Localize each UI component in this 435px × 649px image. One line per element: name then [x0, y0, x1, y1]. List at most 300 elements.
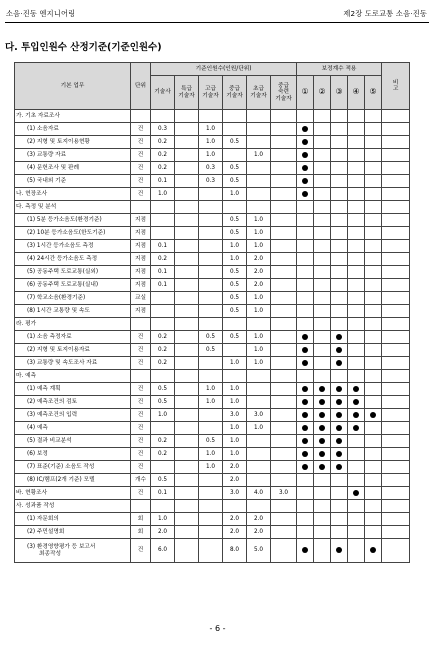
- personnel-value: 0.5: [223, 162, 247, 175]
- ratio-cell: [348, 123, 365, 136]
- empty-cell: [223, 500, 247, 513]
- personnel-value: 1.0: [199, 461, 223, 474]
- applied-dot-icon: [319, 438, 325, 444]
- personnel-value: [247, 461, 271, 474]
- ratio-cell: [314, 305, 331, 318]
- empty-cell: [314, 318, 331, 331]
- item-label: [15, 513, 131, 526]
- empty-cell: [151, 500, 175, 513]
- table-row: [15, 500, 410, 513]
- applied-dot-icon: [336, 425, 342, 431]
- ratio-cell: [297, 266, 314, 279]
- personnel-value: 6.0: [151, 539, 175, 563]
- ratio-cell: [348, 487, 365, 500]
- table-row: [15, 539, 410, 563]
- item-label-text: (2) 지형 및 토지이용자료: [27, 346, 90, 353]
- personnel-value: 2.0: [223, 513, 247, 526]
- item-label: [15, 383, 131, 396]
- ratio-cell: [331, 292, 348, 305]
- ratio-cell: [365, 435, 382, 448]
- item-label: [15, 435, 131, 448]
- ratio-cell: [348, 227, 365, 240]
- table-row: [15, 370, 410, 383]
- unit-cell: 건: [131, 487, 151, 500]
- ratio-cell: [331, 175, 348, 188]
- empty-cell: [382, 110, 410, 123]
- empty-cell: [348, 500, 365, 513]
- table-row: [15, 474, 410, 487]
- table-row: [15, 357, 410, 370]
- personnel-value: [175, 526, 199, 539]
- remark-cell: [382, 448, 410, 461]
- item-label-text: (1) 소음 측정자료: [27, 333, 72, 340]
- applied-dot-icon: [353, 386, 359, 392]
- ratio-cell: [348, 448, 365, 461]
- remark-cell: [382, 214, 410, 227]
- empty-cell: [131, 110, 151, 123]
- unit-cell: 지점: [131, 279, 151, 292]
- ratio-cell: [314, 526, 331, 539]
- ratio-cell: [365, 474, 382, 487]
- ratio-cell: [365, 357, 382, 370]
- ratio-cell: [348, 240, 365, 253]
- item-label: [15, 162, 131, 175]
- table-row: [15, 396, 410, 409]
- ratio-cell: [365, 461, 382, 474]
- table-row: [15, 331, 410, 344]
- empty-cell: [175, 318, 199, 331]
- ratio-cell: [297, 162, 314, 175]
- remark-cell: [382, 396, 410, 409]
- personnel-value: 0.5: [223, 175, 247, 188]
- ratio-cell: [331, 162, 348, 175]
- category-label: [15, 201, 131, 214]
- empty-cell: [199, 318, 223, 331]
- item-label-text: (4) 예측: [27, 424, 48, 431]
- remark-cell: [382, 188, 410, 201]
- ratio-cell: [314, 461, 331, 474]
- personnel-value: 0.1: [151, 487, 175, 500]
- table-row: [15, 110, 410, 123]
- item-label-text: 사. 성과품 작성: [16, 502, 55, 509]
- applied-dot-icon: [353, 425, 359, 431]
- ratio-cell: [365, 305, 382, 318]
- ratio-cell: [297, 292, 314, 305]
- personnel-value: 2.0: [247, 279, 271, 292]
- remark-cell: [382, 487, 410, 500]
- item-label-text: (3) 환경영향평가 등 보고서: [27, 544, 96, 551]
- personnel-value: 1.0: [199, 396, 223, 409]
- empty-cell: [314, 500, 331, 513]
- personnel-value: 1.0: [199, 149, 223, 162]
- ratio-cell: [348, 539, 365, 563]
- personnel-value: 1.0: [223, 383, 247, 396]
- personnel-value: [271, 396, 297, 409]
- header-ratio-col: ⑤: [365, 76, 382, 110]
- applied-dot-icon: [302, 178, 308, 184]
- empty-cell: [365, 370, 382, 383]
- ratio-cell: [331, 344, 348, 357]
- ratio-cell: [297, 435, 314, 448]
- personnel-value: [271, 448, 297, 461]
- applied-dot-icon: [353, 399, 359, 405]
- personnel-value: [175, 149, 199, 162]
- applied-dot-icon: [319, 425, 325, 431]
- personnel-value: [271, 305, 297, 318]
- item-label-text: (2) 주민설명회: [27, 528, 65, 535]
- unit-cell: 건: [131, 409, 151, 422]
- ratio-cell: [314, 162, 331, 175]
- ratio-cell: [365, 331, 382, 344]
- personnel-value: [271, 292, 297, 305]
- personnel-value: 0.5: [199, 331, 223, 344]
- ratio-cell: [314, 175, 331, 188]
- personnel-value: 0.5: [223, 279, 247, 292]
- ratio-cell: [365, 448, 382, 461]
- personnel-value: 0.5: [151, 396, 175, 409]
- unit-cell: 건: [131, 331, 151, 344]
- section-title: 다. 투입인원수 산정기준(기준인원수): [5, 42, 162, 53]
- personnel-value: [175, 331, 199, 344]
- personnel-value: [175, 383, 199, 396]
- item-label-text: (3) 교통량 자료: [27, 151, 67, 158]
- empty-cell: [247, 201, 271, 214]
- empty-cell: [348, 318, 365, 331]
- item-label-text: 마. 예측: [16, 372, 37, 379]
- applied-dot-icon: [319, 412, 325, 418]
- item-label: [15, 279, 131, 292]
- ratio-cell: [365, 292, 382, 305]
- item-label-text: (5) 공동주택 도로교통(실외): [27, 268, 99, 275]
- empty-cell: [199, 370, 223, 383]
- empty-cell: [131, 500, 151, 513]
- ratio-cell: [365, 227, 382, 240]
- ratio-cell: [314, 487, 331, 500]
- personnel-value: 0.2: [151, 331, 175, 344]
- unit-cell: 건: [131, 435, 151, 448]
- ratio-cell: [314, 266, 331, 279]
- header-personnel-col-line: 고급: [205, 85, 216, 92]
- applied-dot-icon: [302, 547, 308, 553]
- personnel-value: [271, 331, 297, 344]
- ratio-cell: [331, 396, 348, 409]
- personnel-value: [175, 253, 199, 266]
- item-label: [15, 188, 131, 201]
- personnel-value: 1.0: [223, 240, 247, 253]
- applied-dot-icon: [336, 438, 342, 444]
- empty-cell: [175, 500, 199, 513]
- remark-cell: [382, 292, 410, 305]
- ratio-cell: [348, 396, 365, 409]
- item-label-text: (3) 교통량 및 속도조사 자료: [27, 359, 98, 366]
- item-label-text: 바. 현황조사: [16, 489, 48, 496]
- unit-cell: 건: [131, 162, 151, 175]
- item-label: [15, 240, 131, 253]
- ratio-cell: [348, 383, 365, 396]
- personnel-value: [199, 526, 223, 539]
- ratio-cell: [331, 266, 348, 279]
- ratio-cell: [314, 396, 331, 409]
- header-remark: [382, 63, 410, 110]
- ratio-cell: [314, 422, 331, 435]
- ratio-cell: [348, 461, 365, 474]
- ratio-cell: [331, 149, 348, 162]
- personnel-value: [247, 123, 271, 136]
- personnel-value: [271, 461, 297, 474]
- ratio-cell: [331, 539, 348, 563]
- ratio-cell: [331, 409, 348, 422]
- personnel-value: 1.0: [199, 136, 223, 149]
- personnel-value: [271, 175, 297, 188]
- personnel-value: 2.0: [223, 474, 247, 487]
- remark-cell: [382, 266, 410, 279]
- ratio-cell: [331, 331, 348, 344]
- item-label-text: (3) 예측조건의 입력: [27, 411, 78, 418]
- applied-dot-icon: [319, 464, 325, 470]
- ratio-cell: [348, 279, 365, 292]
- item-label: [15, 396, 131, 409]
- ratio-cell: [331, 448, 348, 461]
- ratio-cell: [314, 344, 331, 357]
- category-label: [15, 318, 131, 331]
- personnel-value: 0.1: [151, 266, 175, 279]
- empty-cell: [151, 110, 175, 123]
- personnel-value: [175, 357, 199, 370]
- header-ratio-col: ④: [348, 76, 365, 110]
- personnel-value: 2.0: [247, 513, 271, 526]
- personnel-value: [271, 136, 297, 149]
- personnel-value: 2.0: [223, 461, 247, 474]
- remark-cell: [382, 409, 410, 422]
- personnel-value: 0.1: [151, 240, 175, 253]
- ratio-cell: [297, 526, 314, 539]
- personnel-value: [199, 279, 223, 292]
- personnel-value: [199, 409, 223, 422]
- remark-cell: [382, 383, 410, 396]
- ratio-cell: [365, 513, 382, 526]
- remark-cell: [382, 474, 410, 487]
- empty-cell: [199, 110, 223, 123]
- ratio-cell: [365, 175, 382, 188]
- header-personnel-col-line: 기술자: [202, 92, 219, 99]
- item-label-text: (2) 10분 등가소음도(한도기준): [27, 229, 106, 236]
- personnel-value: [175, 409, 199, 422]
- item-label: [15, 448, 131, 461]
- personnel-value: 0.5: [223, 305, 247, 318]
- header-remark-text: 비고: [392, 79, 399, 92]
- personnel-value: [199, 487, 223, 500]
- personnel-value: 0.2: [151, 448, 175, 461]
- ratio-cell: [314, 279, 331, 292]
- remark-cell: [382, 162, 410, 175]
- empty-cell: [199, 201, 223, 214]
- personnel-value: 1.0: [151, 513, 175, 526]
- applied-dot-icon: [302, 360, 308, 366]
- unit-cell: 건: [131, 396, 151, 409]
- ratio-cell: [348, 357, 365, 370]
- table-row: [15, 435, 410, 448]
- remark-cell: [382, 344, 410, 357]
- item-label: [15, 149, 131, 162]
- empty-cell: [348, 110, 365, 123]
- ratio-cell: [314, 240, 331, 253]
- personnel-value: 4.0: [247, 487, 271, 500]
- personnel-value: [247, 396, 271, 409]
- item-label-text: (3) 1시간 등가소음도 측정: [27, 242, 94, 249]
- personnel-value: [247, 175, 271, 188]
- empty-cell: [331, 110, 348, 123]
- personnel-value: [271, 474, 297, 487]
- ratio-cell: [331, 240, 348, 253]
- ratio-cell: [297, 344, 314, 357]
- personnel-value: [199, 266, 223, 279]
- ratio-cell: [348, 149, 365, 162]
- personnel-value: [271, 266, 297, 279]
- ratio-cell: [365, 214, 382, 227]
- ratio-cell: [297, 123, 314, 136]
- personnel-value: 1.0: [247, 422, 271, 435]
- personnel-value: 3.0: [247, 409, 271, 422]
- personnel-value: [271, 539, 297, 563]
- ratio-cell: [314, 474, 331, 487]
- empty-cell: [223, 318, 247, 331]
- item-label-text: (6) 공동주택 도로교통(실내): [27, 281, 99, 288]
- personnel-value: 3.0: [223, 487, 247, 500]
- personnel-value: 0.2: [151, 162, 175, 175]
- header-personnel-col: [247, 76, 271, 110]
- ratio-cell: [331, 136, 348, 149]
- ratio-cell: [365, 253, 382, 266]
- item-label: [15, 331, 131, 344]
- personnel-value: 8.0: [223, 539, 247, 563]
- table-row: [15, 266, 410, 279]
- personnel-value: [247, 383, 271, 396]
- applied-dot-icon: [302, 347, 308, 353]
- personnel-value: [175, 123, 199, 136]
- item-label-text: (1) 5분 등가소음도(환경기준): [27, 216, 102, 223]
- applied-dot-icon: [302, 399, 308, 405]
- personnel-value: 1.0: [223, 422, 247, 435]
- personnel-value: [223, 123, 247, 136]
- empty-cell: [131, 318, 151, 331]
- empty-cell: [271, 500, 297, 513]
- table-row: [15, 487, 410, 500]
- personnel-value: 1.0: [247, 214, 271, 227]
- personnel-value: [175, 175, 199, 188]
- personnel-value: 0.2: [151, 344, 175, 357]
- ratio-cell: [297, 357, 314, 370]
- table-body: [15, 110, 410, 563]
- ratio-cell: [297, 227, 314, 240]
- item-label-text: (4) 문헌조사 및 판례: [27, 164, 79, 171]
- empty-cell: [131, 370, 151, 383]
- remark-cell: [382, 461, 410, 474]
- header-personnel-col: [175, 76, 199, 110]
- personnel-value: 0.5: [199, 435, 223, 448]
- personnel-value: 1.0: [247, 344, 271, 357]
- ratio-cell: [314, 448, 331, 461]
- empty-cell: [151, 318, 175, 331]
- personnel-value: [247, 448, 271, 461]
- ratio-cell: [348, 136, 365, 149]
- empty-cell: [297, 201, 314, 214]
- item-label-text: (5) 국내외 기준: [27, 177, 67, 184]
- applied-dot-icon: [336, 547, 342, 553]
- ratio-cell: [348, 253, 365, 266]
- applied-dot-icon: [302, 191, 308, 197]
- ratio-cell: [297, 448, 314, 461]
- item-label: [15, 357, 131, 370]
- personnel-value: 1.0: [247, 292, 271, 305]
- personnel-value: [151, 227, 175, 240]
- header-personnel-col: [199, 76, 223, 110]
- remark-cell: [382, 305, 410, 318]
- personnel-value: 1.0: [223, 396, 247, 409]
- empty-cell: [382, 500, 410, 513]
- personnel-value: [175, 292, 199, 305]
- ratio-cell: [365, 149, 382, 162]
- ratio-cell: [331, 123, 348, 136]
- applied-dot-icon: [336, 360, 342, 366]
- table-row: [15, 162, 410, 175]
- ratio-cell: [297, 175, 314, 188]
- item-label-text: 다. 측정 및 분석: [16, 203, 57, 210]
- item-label-text: (2) 예측조건의 검토: [27, 398, 78, 405]
- header-personnel-col: [151, 76, 175, 110]
- item-label: [15, 175, 131, 188]
- table-row: [15, 214, 410, 227]
- header-ratio-col: ②: [314, 76, 331, 110]
- empty-cell: [348, 370, 365, 383]
- personnel-value: 1.0: [247, 149, 271, 162]
- applied-dot-icon: [336, 386, 342, 392]
- personnel-value: [175, 487, 199, 500]
- personnel-value: [175, 344, 199, 357]
- header-personnel-col-line: 중급: [229, 85, 240, 92]
- table-row: [15, 292, 410, 305]
- personnel-value: 1.0: [247, 331, 271, 344]
- personnel-value: [199, 305, 223, 318]
- ratio-cell: [331, 526, 348, 539]
- personnel-value: [271, 383, 297, 396]
- applied-dot-icon: [353, 490, 359, 496]
- personnel-value: [199, 292, 223, 305]
- applied-dot-icon: [319, 386, 325, 392]
- remark-cell: [382, 526, 410, 539]
- item-label-text: (2) 지형 및 토지이용현황: [27, 138, 90, 145]
- personnel-value: [199, 474, 223, 487]
- unit-cell: 건: [131, 123, 151, 136]
- ratio-cell: [348, 305, 365, 318]
- header-personnel-col-line: 기술자: [226, 92, 243, 99]
- ratio-cell: [314, 539, 331, 563]
- applied-dot-icon: [302, 334, 308, 340]
- personnel-value: 0.5: [223, 266, 247, 279]
- ratio-cell: [348, 422, 365, 435]
- personnel-value: [223, 149, 247, 162]
- personnel-value: 1.0: [247, 240, 271, 253]
- personnel-value: 0.5: [151, 474, 175, 487]
- personnel-value: [199, 422, 223, 435]
- empty-cell: [314, 370, 331, 383]
- unit-cell: 지점: [131, 240, 151, 253]
- item-label-text-2: 최종작성: [39, 550, 61, 557]
- header-personnel-group: 기준인원수(인원/단위): [151, 63, 297, 76]
- item-label-text: (1) 소음자료: [27, 125, 59, 132]
- ratio-cell: [297, 474, 314, 487]
- personnel-value: 1.0: [151, 188, 175, 201]
- applied-dot-icon: [319, 451, 325, 457]
